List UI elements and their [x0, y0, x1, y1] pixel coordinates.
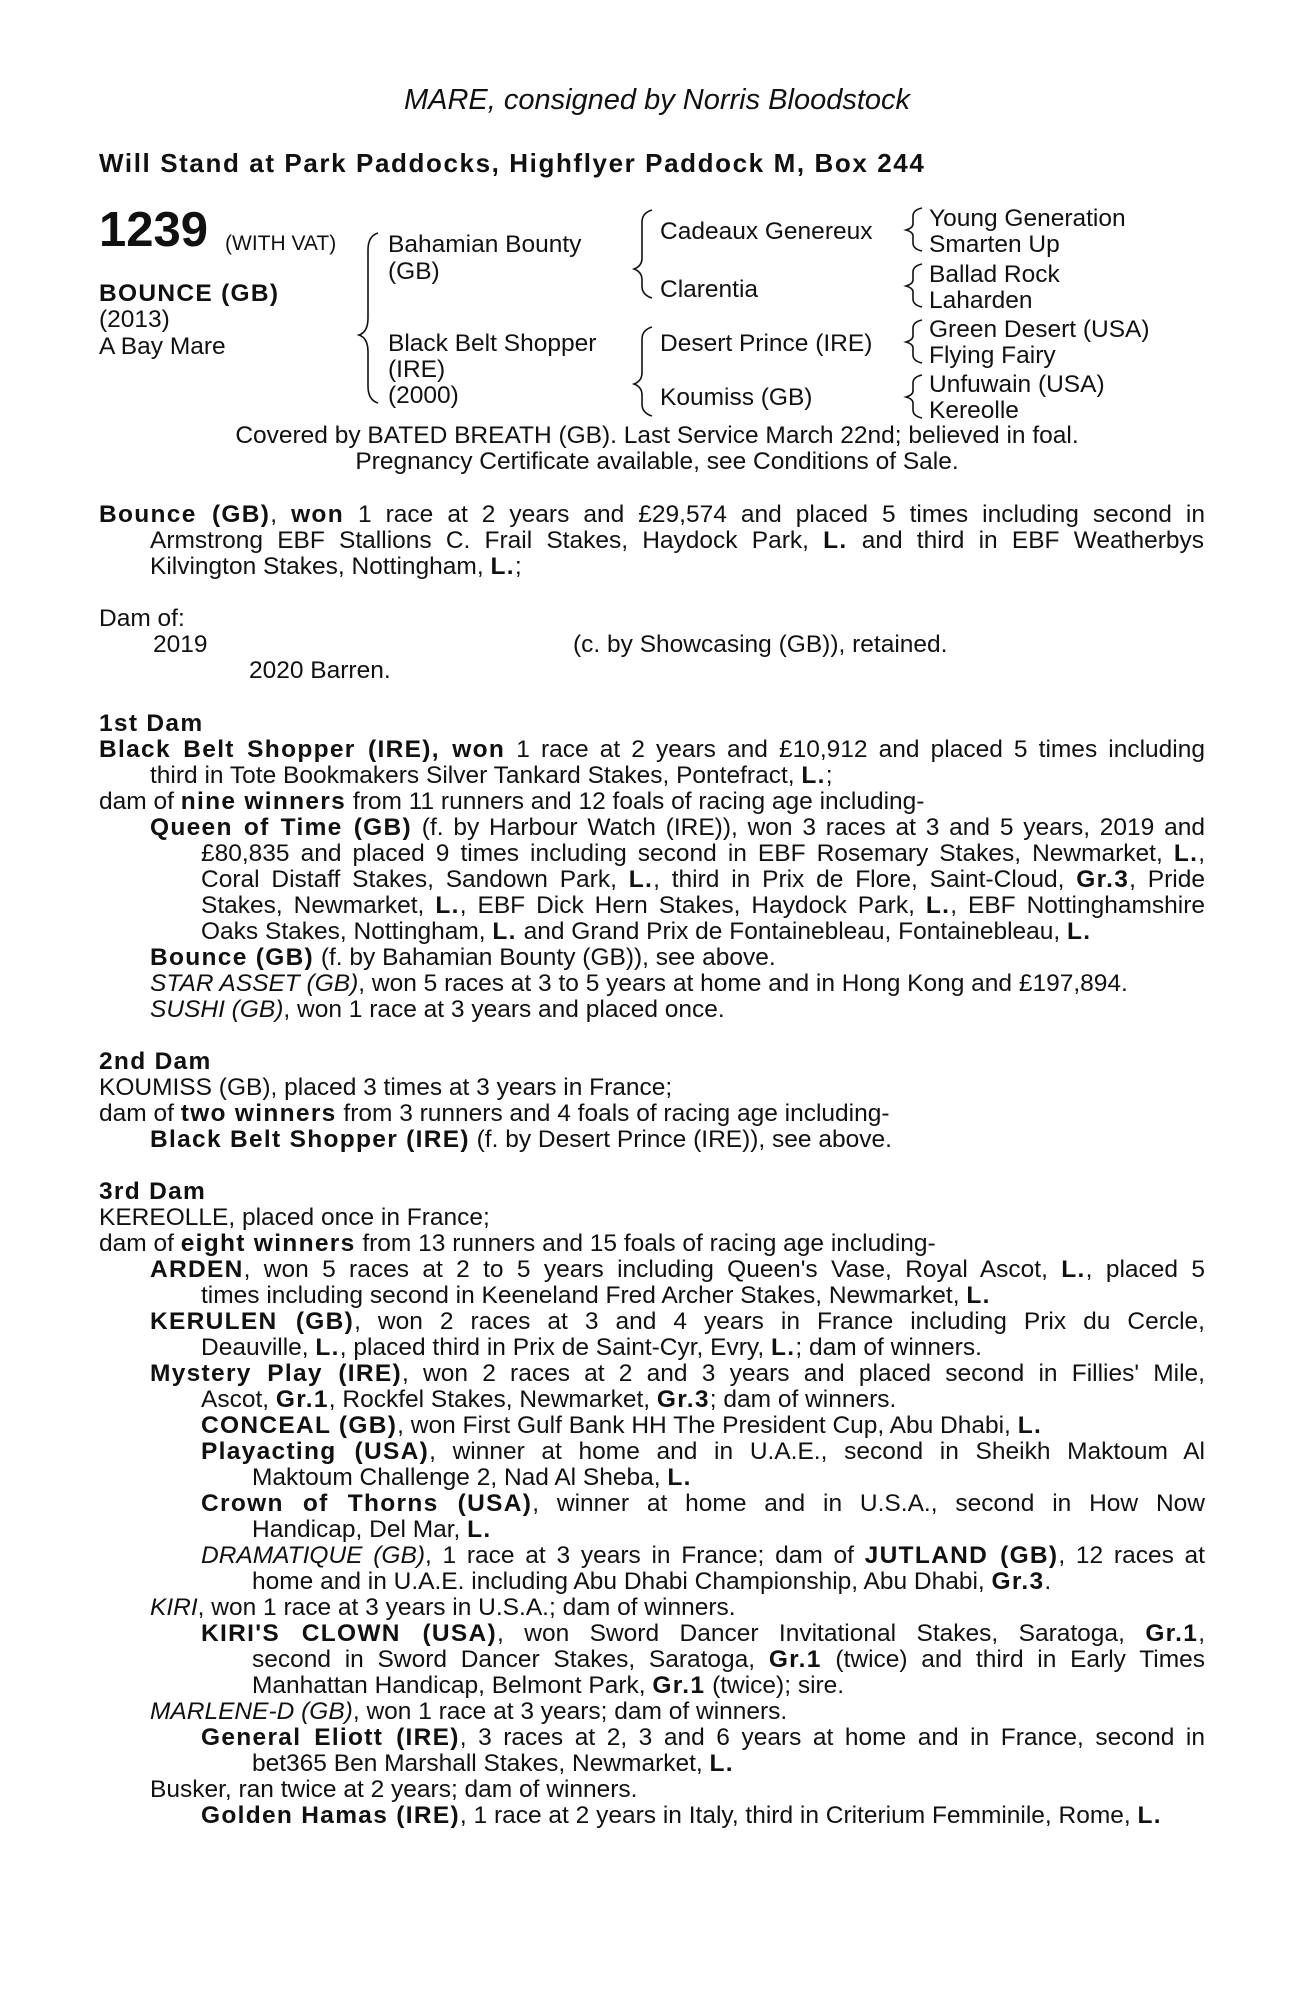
kiri: KIRI, won 1 race at 3 years in U.S.A.; dam of winners. [150, 1594, 736, 1621]
horse-year: (2013) [99, 306, 170, 333]
queen-line-5: Oaks Stakes, Nottingham, L. and Grand Prix de Fontainebleau, Fontainebleau, L. [201, 918, 1092, 945]
second-dam-line-1: KOUMISS (GB), placed 3 times at 3 years in France; [99, 1074, 673, 1101]
mystery-line-1: Mystery Play (IRE), won 2 races at 2 and 3 years and placed second in Fillies' Mile, [150, 1360, 1205, 1387]
queen-line-2: £80,835 and placed 9 times including second in EBF Rosemary Stakes, Newmarket, L., [201, 840, 1205, 867]
bounce-name: Bounce (GB) [99, 501, 271, 528]
dramatique-line-1: DRAMATIQUE (GB), 1 race at 3 years in France; dam of JUTLAND (GB), 12 races at [201, 1542, 1205, 1569]
g3-8: Kereolle [929, 397, 1019, 424]
star-asset: STAR ASSET (GB), won 5 races at 3 to 5 years at home and in Hong Kong and £197,894. [150, 970, 1128, 997]
first-dam-heading: 1st Dam [99, 710, 204, 737]
dam-dam: Koumiss (GB) [660, 384, 813, 411]
g3-6: Flying Fairy [929, 342, 1056, 369]
first-dam-line-2: third in Tote Bookmakers Silver Tankard Stakes, Pontefract, L.; [150, 762, 833, 789]
arden-line-1: ARDEN, won 5 races at 2 to 5 years including Queen's Vase, Royal Ascot, L., placed 5 [150, 1256, 1205, 1283]
sire-name: Bahamian Bounty [388, 231, 582, 258]
golden-hamas: Golden Hamas (IRE), 1 race at 2 years in Italy, third in Criterium Femminile, Rome, L. [201, 1802, 1162, 1829]
general-eliott-line-1: General Eliott (IRE), 3 races at 2, 3 and 6 years at home and in France, second in [201, 1724, 1205, 1751]
dam-sire: Desert Prince (IRE) [660, 330, 873, 357]
conceal: CONCEAL (GB), won First Gulf Bank HH The President Cup, Abu Dhabi, L. [201, 1412, 1043, 1439]
g3-2: Smarten Up [929, 231, 1060, 258]
sire-country: (GB) [388, 258, 440, 285]
bounce-line-1: Bounce (GB), won 1 race at 2 years and £29,574 and placed 5 times including second in [99, 501, 1205, 528]
second-dam-produce: Black Belt Shopper (IRE) (f. by Desert Prince (IRE)), see above. [150, 1126, 892, 1153]
vat-note: (WITH VAT) [225, 232, 337, 255]
g3-7: Unfuwain (USA) [929, 371, 1105, 398]
mystery-line-2: Ascot, Gr.1, Rockfel Stakes, Newmarket, Gr.3; dam of winners. [201, 1386, 897, 1413]
playacting-line-1: Playacting (USA), winner at home and in U.A.E., second in Sheikh Maktoum Al [201, 1438, 1205, 1465]
horse-description: A Bay Mare [99, 333, 226, 360]
third-dam-line-1: KEREOLLE, placed once in France; [99, 1204, 490, 1231]
kiris-clown-line-2: second in Sword Dancer Stakes, Saratoga, Gr.1 (twice) and third in Early Times [252, 1646, 1205, 1673]
g3-3: Ballad Rock [929, 261, 1060, 288]
produce-2019-year: 2019 [153, 631, 208, 658]
bounce-line-3: Kilvington Stakes, Nottingham, L.; [150, 553, 522, 580]
covered-line: Covered by BATED BREATH (GB). Last Service March 22nd; believed in foal. [235, 422, 1079, 449]
g3-4: Laharden [929, 287, 1033, 314]
queen-line-1: Queen of Time (GB) (f. by Harbour Watch (IRE)), won 3 races at 3 and 5 years, 2019 and [150, 814, 1205, 841]
bounce-produce: Bounce (GB) (f. by Bahamian Bounty (GB)), see above. [150, 944, 776, 971]
sire-dam: Clarentia [660, 276, 759, 303]
busker: Busker, ran twice at 2 years; dam of winners. [150, 1776, 638, 1803]
page-title: MARE, consigned by Norris Bloodstock [403, 84, 911, 116]
pregnancy-line: Pregnancy Certificate available, see Conditions of Sale. [355, 448, 959, 475]
dam-name: Black Belt Shopper [388, 330, 597, 357]
sushi: SUSHI (GB), won 1 race at 3 years and placed once. [150, 996, 725, 1023]
lot-number: 1239 [99, 203, 209, 257]
kiris-clown-line-1: KIRI'S CLOWN (USA), won Sword Dancer Invitational Stakes, Saratoga, Gr.1, [201, 1620, 1205, 1647]
g3-5: Green Desert (USA) [929, 316, 1150, 343]
horse-name: BOUNCE (GB) [99, 280, 280, 307]
third-dam-line-2: dam of eight winners from 13 runners and 15 foals of racing age including- [99, 1230, 936, 1257]
sire-sire: Cadeaux Genereux [660, 218, 873, 245]
kiris-clown-line-3: Manhattan Handicap, Belmont Park, Gr.1 (twice); sire. [252, 1672, 845, 1699]
pedigree-brackets [0, 0, 1, 1]
kerulen-line-2: Deauville, L., placed third in Prix de Saint-Cyr, Evry, L.; dam of winners. [201, 1334, 982, 1361]
bounce-line-2: Armstrong EBF Stallions C. Frail Stakes, Haydock Park, L. and third in EBF Weatherbys [150, 527, 1204, 554]
third-dam-heading: 3rd Dam [99, 1178, 207, 1205]
g3-1: Young Generation [929, 205, 1126, 232]
dam-year: (2000) [388, 382, 459, 409]
general-eliott-line-2: bet365 Ben Marshall Stakes, Newmarket, L. [252, 1750, 734, 1777]
produce-2019-text: (c. by Showcasing (GB)), retained. [573, 631, 948, 658]
dam-of-label: Dam of: [99, 605, 185, 632]
marlene-d: MARLENE-D (GB), won 1 race at 3 years; dam of winners. [150, 1698, 788, 1725]
first-dam-line-3: dam of nine winners from 11 runners and 12 foals of racing age including- [99, 788, 925, 815]
playacting-line-2: Maktoum Challenge 2, Nad Al Sheba, L. [252, 1464, 692, 1491]
bounce-won: won [291, 501, 344, 528]
first-dam-line-1: Black Belt Shopper (IRE), won 1 race at 2 years and £10,912 and placed 5 times including [99, 736, 1206, 763]
second-dam-line-2: dam of two winners from 3 runners and 4 foals of racing age including- [99, 1100, 890, 1127]
queen-line-4: Stakes, Newmarket, L., EBF Dick Hern Stakes, Haydock Park, L., EBF Nottinghamshire [201, 892, 1205, 919]
crown-line-2: Handicap, Del Mar, L. [252, 1516, 492, 1543]
produce-2020: 2020 Barren. [249, 657, 391, 684]
bounce-text-1: 1 race at 2 years and £29,574 and placed 5 times including second in [343, 501, 1205, 528]
arden-line-2: times including second in Keeneland Fred Archer Stakes, Newmarket, L. [201, 1282, 991, 1309]
dam-country: (IRE) [388, 356, 446, 383]
kerulen-line-1: KERULEN (GB), won 2 races at 3 and 4 years in France including Prix du Cercle, [150, 1308, 1205, 1335]
crown-line-1: Crown of Thorns (USA), winner at home and in U.S.A., second in How Now [201, 1490, 1205, 1517]
second-dam-heading: 2nd Dam [99, 1048, 212, 1075]
dramatique-line-2: home and in U.A.E. including Abu Dhabi Championship, Abu Dhabi, Gr.3. [252, 1568, 1052, 1595]
stand-location: Will Stand at Park Paddocks, Highflyer Paddock M, Box 244 [99, 148, 926, 178]
queen-line-3: Coral Distaff Stakes, Sandown Park, L., third in Prix de Flore, Saint-Cloud, Gr.3, Pride [201, 866, 1205, 893]
